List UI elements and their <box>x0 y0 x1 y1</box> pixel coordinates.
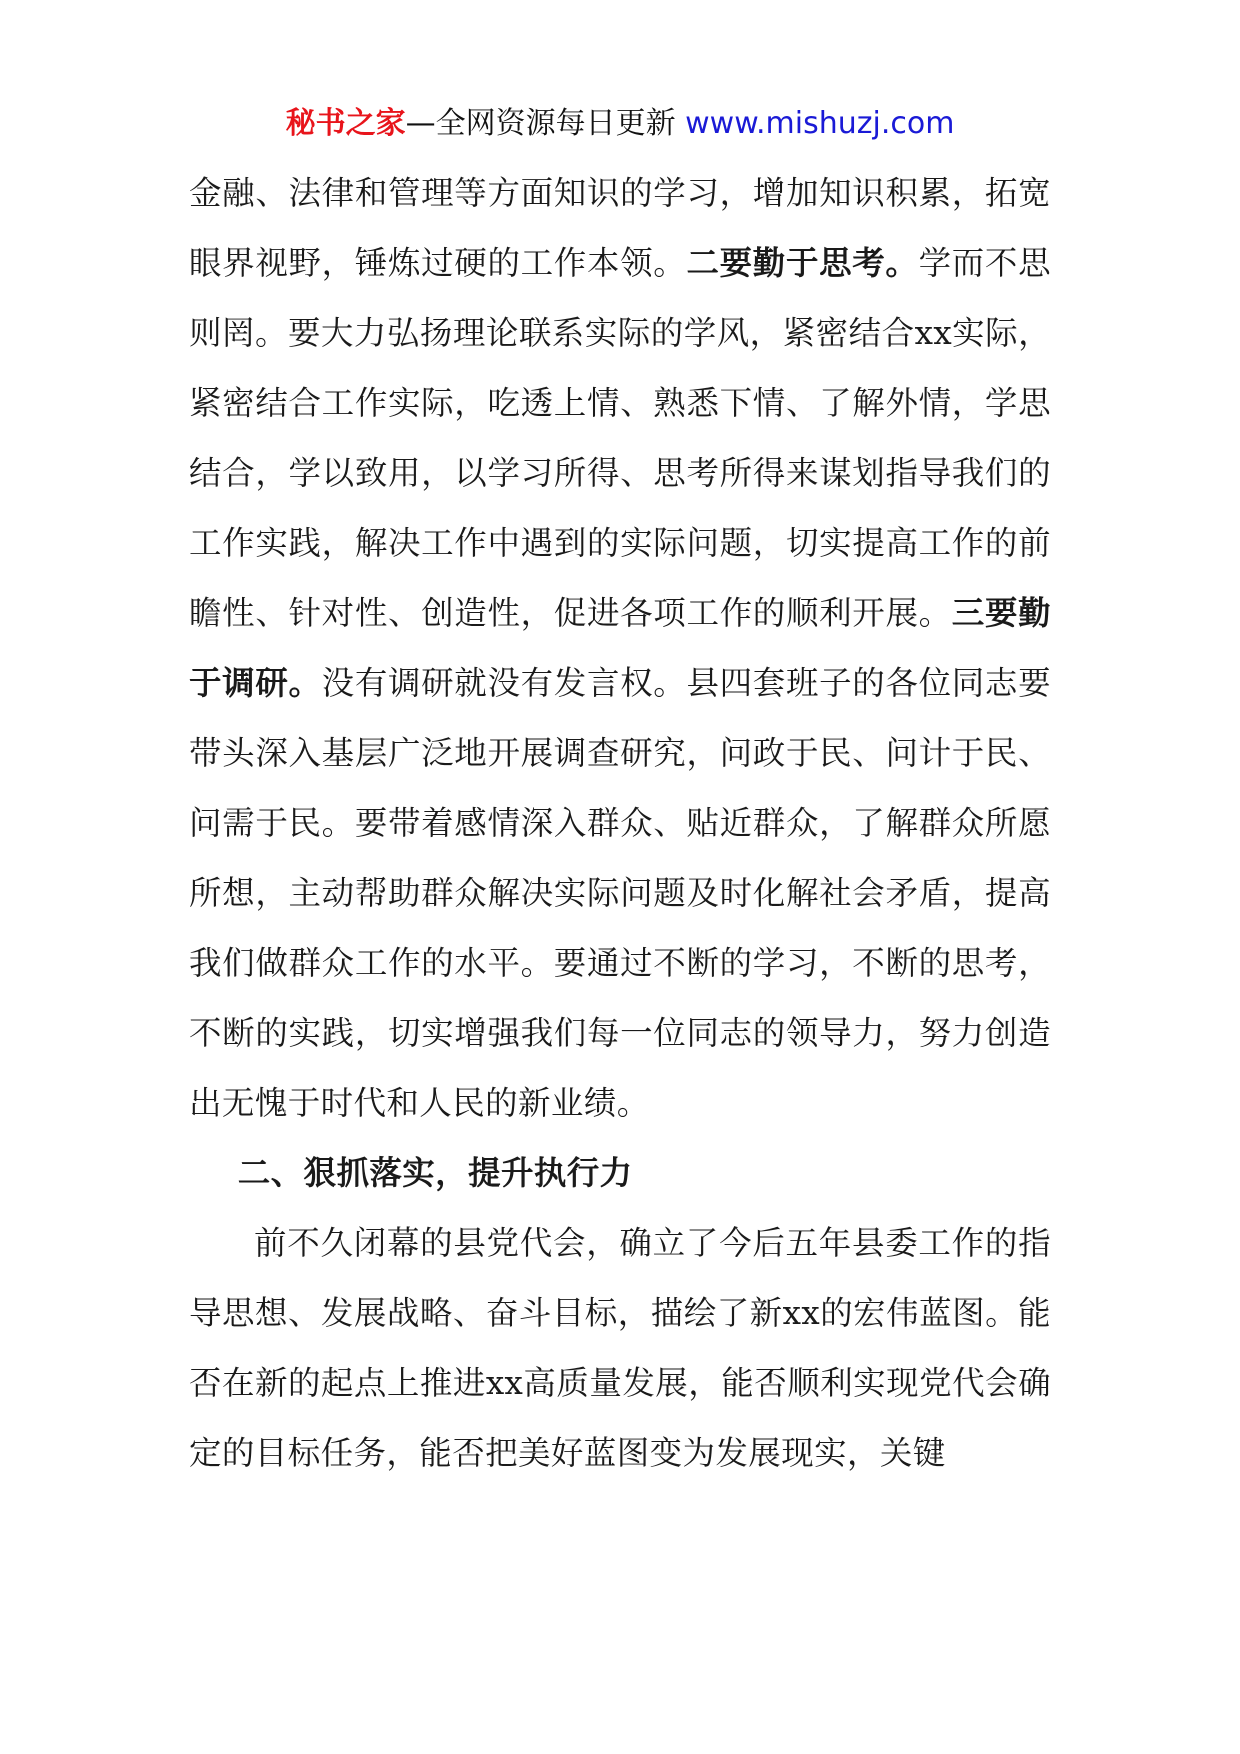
bold-point-2: 二要勤于思考。 <box>686 244 919 282</box>
site-url: www.mishuzj.com <box>685 106 955 141</box>
site-brand: 秘书之家 <box>285 106 406 141</box>
body-paragraph <box>189 158 1051 1138</box>
paragraph-text: 金融、法律和管理等方面知识的学习，增加知识积累，拓宽眼界视野，锤炼过硬的工作本领。 <box>189 174 1051 282</box>
document-body <box>189 158 1051 1488</box>
bold-point-3: 三要勤于调研。 <box>189 594 1052 702</box>
paragraph-text: 没有调研就没有发言权。县四套班子的各位同志要带头深入基层广泛地开展调查研究，问政于民、问计于民、问需于民。要带着感情深入群众、贴近群众，了解群众所愿所想，主动帮助群众解决实际问题及时化解社会矛盾，提高我们做群众工作的水平。要通过不断的学习，不断的思考，不断的实践，切实增强我们每一位同志的领导力，努力创造出无愧于时代和人民的新业绩。 <box>189 664 1051 1122</box>
section-heading: 二、狠抓落实，提升执行力 <box>237 1154 633 1192</box>
body-paragraph: 前不久闭幕的县党代会，确立了今后五年县委工作的指导思想、发展战略、奋斗目标，描绘了新xx的宏伟蓝图。能否在新的起点上推进xx高质量发展，能否顺利实现党代会确定的目标任务，能否把美好蓝图变为发展现实，关键 <box>189 1224 1051 1472</box>
site-slogan: —全网资源每日更新 <box>405 106 686 141</box>
site-banner <box>0 100 1240 148</box>
paragraph-text: 学而不思则罔。要大力弘扬理论联系实际的学风，紧密结合xx实际，紧密结合工作实际，吃透上情、熟悉下情、了解外情，学思结合，学以致用，以学习所得、思考所得来谋划指导我们的工作实践，解决工作中遇到的实际问题，切实提高工作的前瞻性、针对性、创造性，促进各项工作的顺利开展。 <box>189 244 1051 632</box>
